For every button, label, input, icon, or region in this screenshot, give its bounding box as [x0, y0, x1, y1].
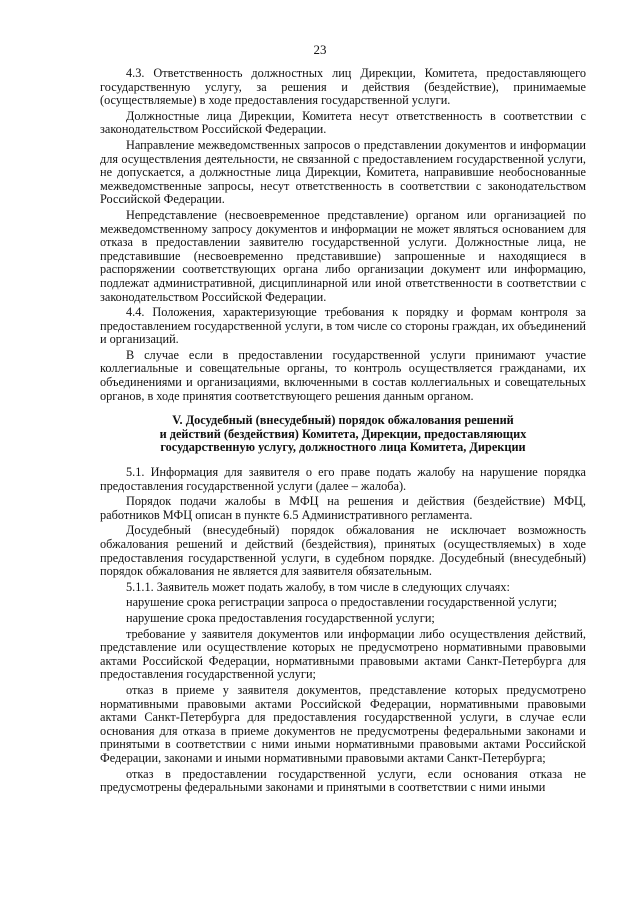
- list-item-refusal-of-service: отказ в предоставлении государственной услуги, если основания отказа не предусмотрены федеральными законами и принятыми в соответствии с ними иными: [100, 766, 586, 795]
- paragraph-collegial-control: В случае если в предоставлении государственной услуги принимают участие коллегиальные и совещательные органы, то контроль осуществляется гражданами, их объединениями и организациями, включенными в состав коллегиальных и совещательных органов, в ходе принятия соответствующего решения данным органом.: [100, 347, 586, 403]
- paragraph-4-4: 4.4. Положения, характеризующие требования к порядку и формам контроля за предоставлением государственной услуги, в том числе со стороны граждан, их объединений и организаций.: [100, 305, 586, 347]
- list-item-extra-documents: требование у заявителя документов или информации либо осуществления действий, представление или осуществление которых не предусмотрено нормативными правовыми актами Российской Федерации, нормативными правовыми актами Санкт-Петербурга для предоставления государственной услуги;: [100, 626, 586, 682]
- list-item-registration-deadline: нарушение срока регистрации запроса о предоставлении государственной услуги;: [126, 595, 558, 610]
- paragraph-non-submission: Непредставление (несвоевременное представление) органом или организацией по межведомственному запросу документов и информации не может являться основанием для отказа в предоставлении заявителю государственной услуги. Должностные лица, не представившие (несвоевременно представившие) запрошенные и находящиеся в распоряжении соответствующих органа либо организации документ или информацию, подлежат административной, дисциплинарной или иной ответственности в соответствии с законодательством Российской Федерации.: [100, 207, 586, 304]
- page-number: 23: [313, 42, 327, 57]
- paragraph-mfc-complaint: Порядок подачи жалобы в МФЦ на решения и действия (бездействие) МФЦ, работников МФЦ описан в пункте 6.5 Административного регламента.: [100, 494, 586, 522]
- section-v-heading: [100, 414, 586, 455]
- paragraph-5-1: 5.1. Информация для заявителя о его праве подать жалобу на нарушение порядка предоставления государственной услуги (далее – жалоба).: [100, 465, 586, 493]
- paragraph-pretrial-order: Досудебный (внесудебный) порядок обжалования не исключает возможность обжалования решений и действий (бездействия), принятых (осуществляемых) в ходе предоставления государственной услуги, в судебном порядке. Досудебный (внесудебный) порядок обжалования не является для заявителя обязательным.: [100, 523, 586, 579]
- list-item-refusal-to-accept: отказ в приеме у заявителя документов, представление которых предусмотрено нормативными правовыми актами Российской Федерации, нормативными правовыми актами Санкт-Петербурга для предоставления государственной услуги, в случае если основания для отказа в приеме документов не предусмотрены федеральными законами и принятыми в соответствии с ними иными нормативными правовыми актами Российской Федерации, законами и иными нормативными правовыми актами Санкт-Петербурга;: [100, 682, 586, 765]
- list-item-service-deadline: нарушение срока предоставления государственной услуги;: [126, 610, 435, 625]
- section-v-heading-line: государственную услугу, должностного лица Комитета, Дирекции: [160, 440, 526, 455]
- paragraph-officials-responsibility: Должностные лица Дирекции, Комитета несут ответственность в соответствии с законодательством Российской Федерации.: [100, 108, 586, 137]
- paragraph-5-1-1: 5.1.1. Заявитель может подать жалобу, в том числе в следующих случаях:: [126, 579, 510, 594]
- section-v-heading-line: V. Досудебный (внесудебный) порядок обжалования решений: [172, 413, 514, 428]
- section-v-heading-line: и действий (бездействия) Комитета, Дирекции, предоставляющих: [159, 426, 527, 441]
- page-content: [100, 67, 586, 797]
- paragraph-interagency-requests: Направление межведомственных запросов о представлении документов и информации для осуществления деятельности, не связанной с предоставлением государственной услуги, не допускается, а должностные лица Дирекции, Комитета, направившие необоснованные межведомственные запросы, несут ответственность в соответствии с законодательством Российской Федерации.: [100, 137, 586, 207]
- paragraph-4-3: 4.3. Ответственность должностных лиц Дирекции, Комитета, предоставляющего государственную услугу, за решения и действия (бездействие), принимаемые (осуществляемые) в ходе предоставления государственной услуги.: [100, 66, 586, 108]
